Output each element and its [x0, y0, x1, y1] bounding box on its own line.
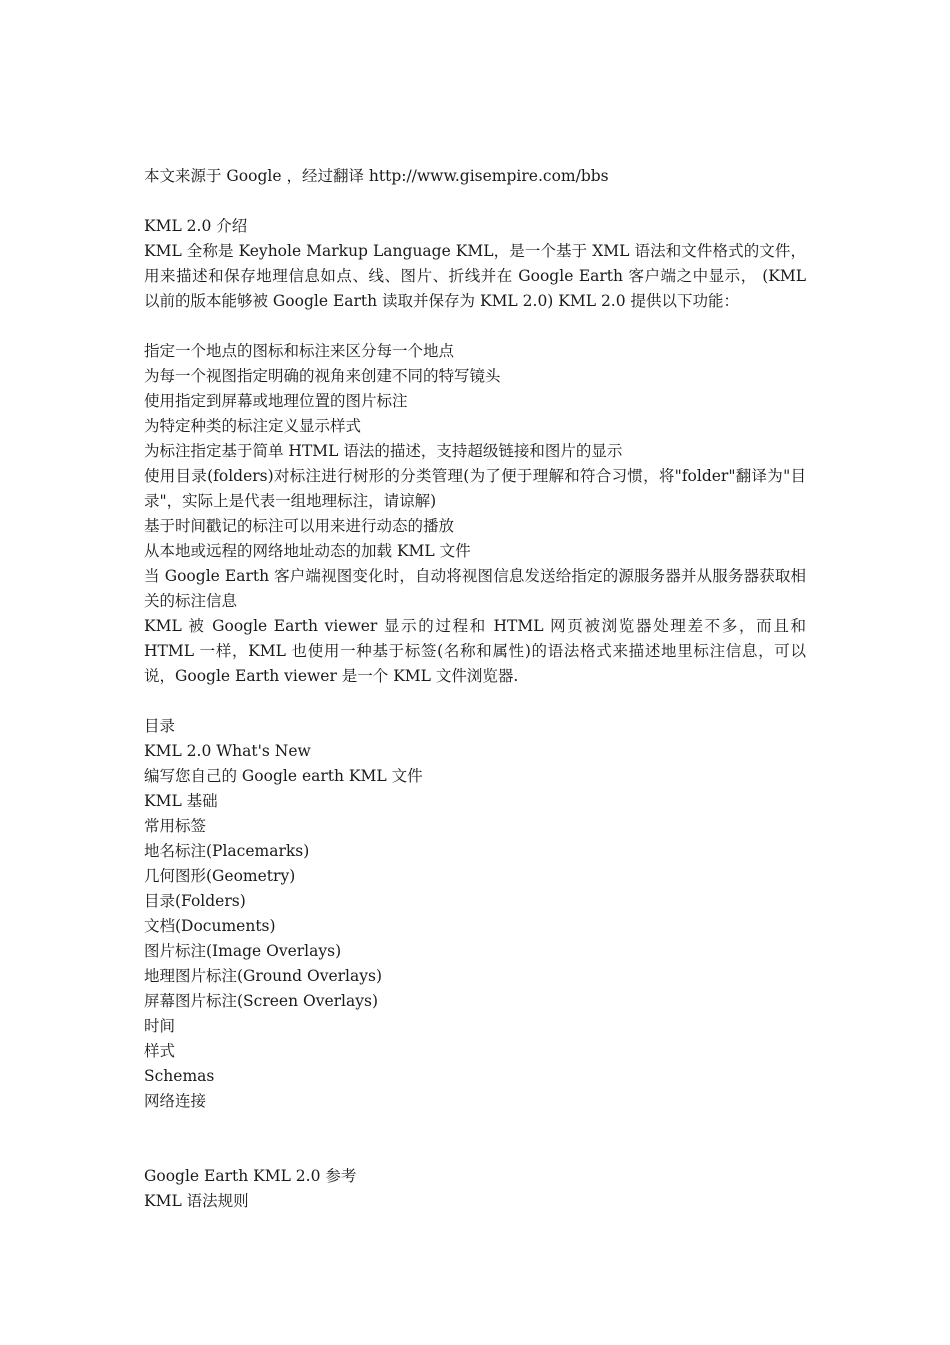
- list-item: 为每一个视图指定明确的视角来创建不同的特写镜头: [144, 367, 501, 385]
- list-item: 基于时间戳记的标注可以用来进行动态的播放: [144, 517, 455, 535]
- feature-list: [144, 339, 806, 689]
- list-item: KML 被 Google Earth viewer 显示的过程和 HTML 网页被浏览器处理差不多，而且和 HTML 一样，KML 也使用一种基于标签(名称和属性)的语法格式来描述地里标注信息，可以说，Google Earth viewer 是一个 KML 文件浏览器.: [144, 617, 806, 685]
- list-item: 为特定种类的标注定义显示样式: [144, 417, 362, 435]
- toc-item: 几何图形(Geometry): [144, 867, 296, 885]
- toc-item: KML 基础: [144, 792, 218, 810]
- reference-heading: Google Earth KML 2.0 参考: [144, 1167, 357, 1185]
- toc-item: 样式: [144, 1042, 176, 1060]
- toc-list: [144, 739, 806, 1114]
- toc-item: KML 2.0 What's New: [144, 742, 311, 760]
- list-item: 指定一个地点的图标和标注来区分每一个地点: [144, 342, 455, 360]
- document-page: [144, 164, 806, 1214]
- toc-item: 屏幕图片标注(Screen Overlays): [144, 992, 379, 1010]
- toc-item: 常用标签: [144, 817, 207, 835]
- list-item: 当 Google Earth 客户端视图变化时，自动将视图信息发送给指定的源服务器并从服务器获取相关的标注信息: [144, 567, 806, 610]
- toc-item: 目录(Folders): [144, 892, 246, 910]
- spacer: [144, 1114, 806, 1164]
- spacer: [144, 314, 806, 339]
- list-item: 使用指定到屏幕或地理位置的图片标注: [144, 392, 408, 410]
- source-line: 本文来源于 Google ，经过翻译 http://www.gisempire.com/bbs: [144, 167, 609, 185]
- reference-item: KML 语法规则: [144, 1192, 249, 1210]
- list-item: 从本地或远程的网络地址动态的加载 KML 文件: [144, 542, 471, 560]
- intro-heading: KML 2.0 介绍: [144, 217, 248, 235]
- toc-item: 文档(Documents): [144, 917, 276, 935]
- toc-item: 图片标注(Image Overlays): [144, 942, 342, 960]
- toc-heading: 目录: [144, 717, 176, 735]
- toc-item: 时间: [144, 1017, 176, 1035]
- list-item: 使用目录(folders)对标注进行树形的分类管理(为了便于理解和符合习惯，将"folder"翻译为"目录"，实际上是代表一组地理标注，请谅解): [144, 467, 806, 510]
- toc-item: 网络连接: [144, 1092, 207, 1110]
- list-item: 为标注指定基于简单 HTML 语法的描述，支持超级链接和图片的显示: [144, 442, 623, 460]
- spacer: [144, 189, 806, 214]
- toc-item: 编写您自己的 Google earth KML 文件: [144, 767, 423, 785]
- toc-item: Schemas: [144, 1067, 215, 1085]
- toc-item: 地理图片标注(Ground Overlays): [144, 967, 382, 985]
- intro-paragraph: KML 全称是 Keyhole Markup Language KML，是一个基于 XML 语法和文件格式的文件，用来描述和保存地理信息如点、线、图片、折线并在 Google Earth 客户端之中显示， (KML 以前的版本能够被 Google Earth 读取并保存为 KML 2.0) KML 2.0 提供以下功能：: [144, 242, 806, 310]
- toc-item: 地名标注(Placemarks): [144, 842, 310, 860]
- spacer: [144, 689, 806, 714]
